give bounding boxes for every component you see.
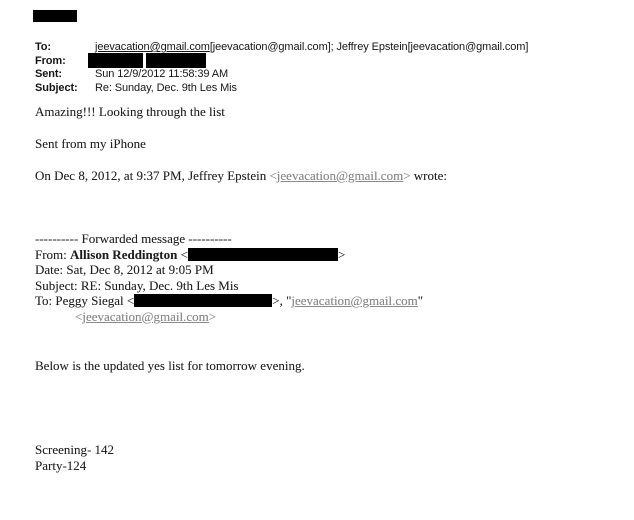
quote-prefix: On Dec 8, 2012, at 9:37 PM, Jeffrey Epstein xyxy=(35,168,270,183)
quote-open-bracket: < xyxy=(269,168,277,183)
forwarded-subject-line: Subject: RE: Sunday, Dec. 9th Les Mis xyxy=(35,277,239,293)
forwarded-from-name: Allison Reddington xyxy=(70,246,178,262)
header-from-label: From: xyxy=(35,55,66,67)
forwarded-from-prefix: From: xyxy=(35,246,71,262)
forwarded-from-line xyxy=(35,247,423,263)
forwarded-to-prefix: To: Peggy Siegal < xyxy=(35,293,135,308)
header-to-label: To: xyxy=(35,41,51,53)
forwarded-divider: ---------- Forwarded message ---------- xyxy=(35,231,232,246)
header-sent-label: Sent: xyxy=(35,68,63,80)
forwarded-from-redaction-bar xyxy=(188,248,338,261)
message-intro: Below is the updated yes list for tomorrow evening. xyxy=(35,358,305,373)
forwarded-to-redaction-bar xyxy=(134,294,272,307)
forwarded-to-closing-quote: " xyxy=(417,293,424,308)
forwarded-cc-email-link[interactable]: jeevacation@gmail.com xyxy=(82,308,209,324)
from-redaction-bar-1 xyxy=(88,53,143,68)
forwarded-cc-line xyxy=(35,309,423,325)
from-redaction-bar-2 xyxy=(146,53,206,68)
header-sent-value: Sun 12/9/2012 11:58:39 AM xyxy=(95,68,229,80)
corner-redaction-bar xyxy=(33,10,77,22)
quote-email-link[interactable]: jeevacation@gmail.com xyxy=(276,168,404,183)
forwarded-to-after-bar: >, " xyxy=(272,293,292,308)
forwarded-cc-open-bracket: < xyxy=(75,308,83,324)
header-to-email-link[interactable]: jeevacation@gmail.com xyxy=(95,41,210,53)
body-quote-attribution xyxy=(35,168,447,184)
forwarded-from-open-bracket: < xyxy=(177,246,188,262)
forwarded-to-line xyxy=(35,293,423,309)
body-signature: Sent from my iPhone xyxy=(35,136,146,151)
quote-close-bracket: > xyxy=(403,168,411,183)
quote-suffix: wrote: xyxy=(410,168,448,183)
header-to-rest: [jeevacation@gmail.com]; Jeffrey Epstein[jeevacation@gmail.com] xyxy=(209,41,529,53)
header-subject-value: Re: Sunday, Dec. 9th Les Mis xyxy=(95,82,237,94)
forwarded-to-email-link[interactable]: jeevacation@gmail.com xyxy=(291,293,418,308)
stat-party: Party-124 xyxy=(35,458,87,473)
stat-screening: Screening- 142 xyxy=(35,442,115,457)
forwarded-date-line: Date: Sat, Dec 8, 2012 at 9:05 PM xyxy=(35,262,214,277)
forwarded-message-block xyxy=(35,231,423,324)
forwarded-from-close-bracket: > xyxy=(337,246,346,262)
forwarded-cc-close-bracket: > xyxy=(208,308,217,324)
body-reply-line: Amazing!!! Looking through the list xyxy=(35,104,225,119)
header-subject-label: Subject: xyxy=(35,82,78,94)
